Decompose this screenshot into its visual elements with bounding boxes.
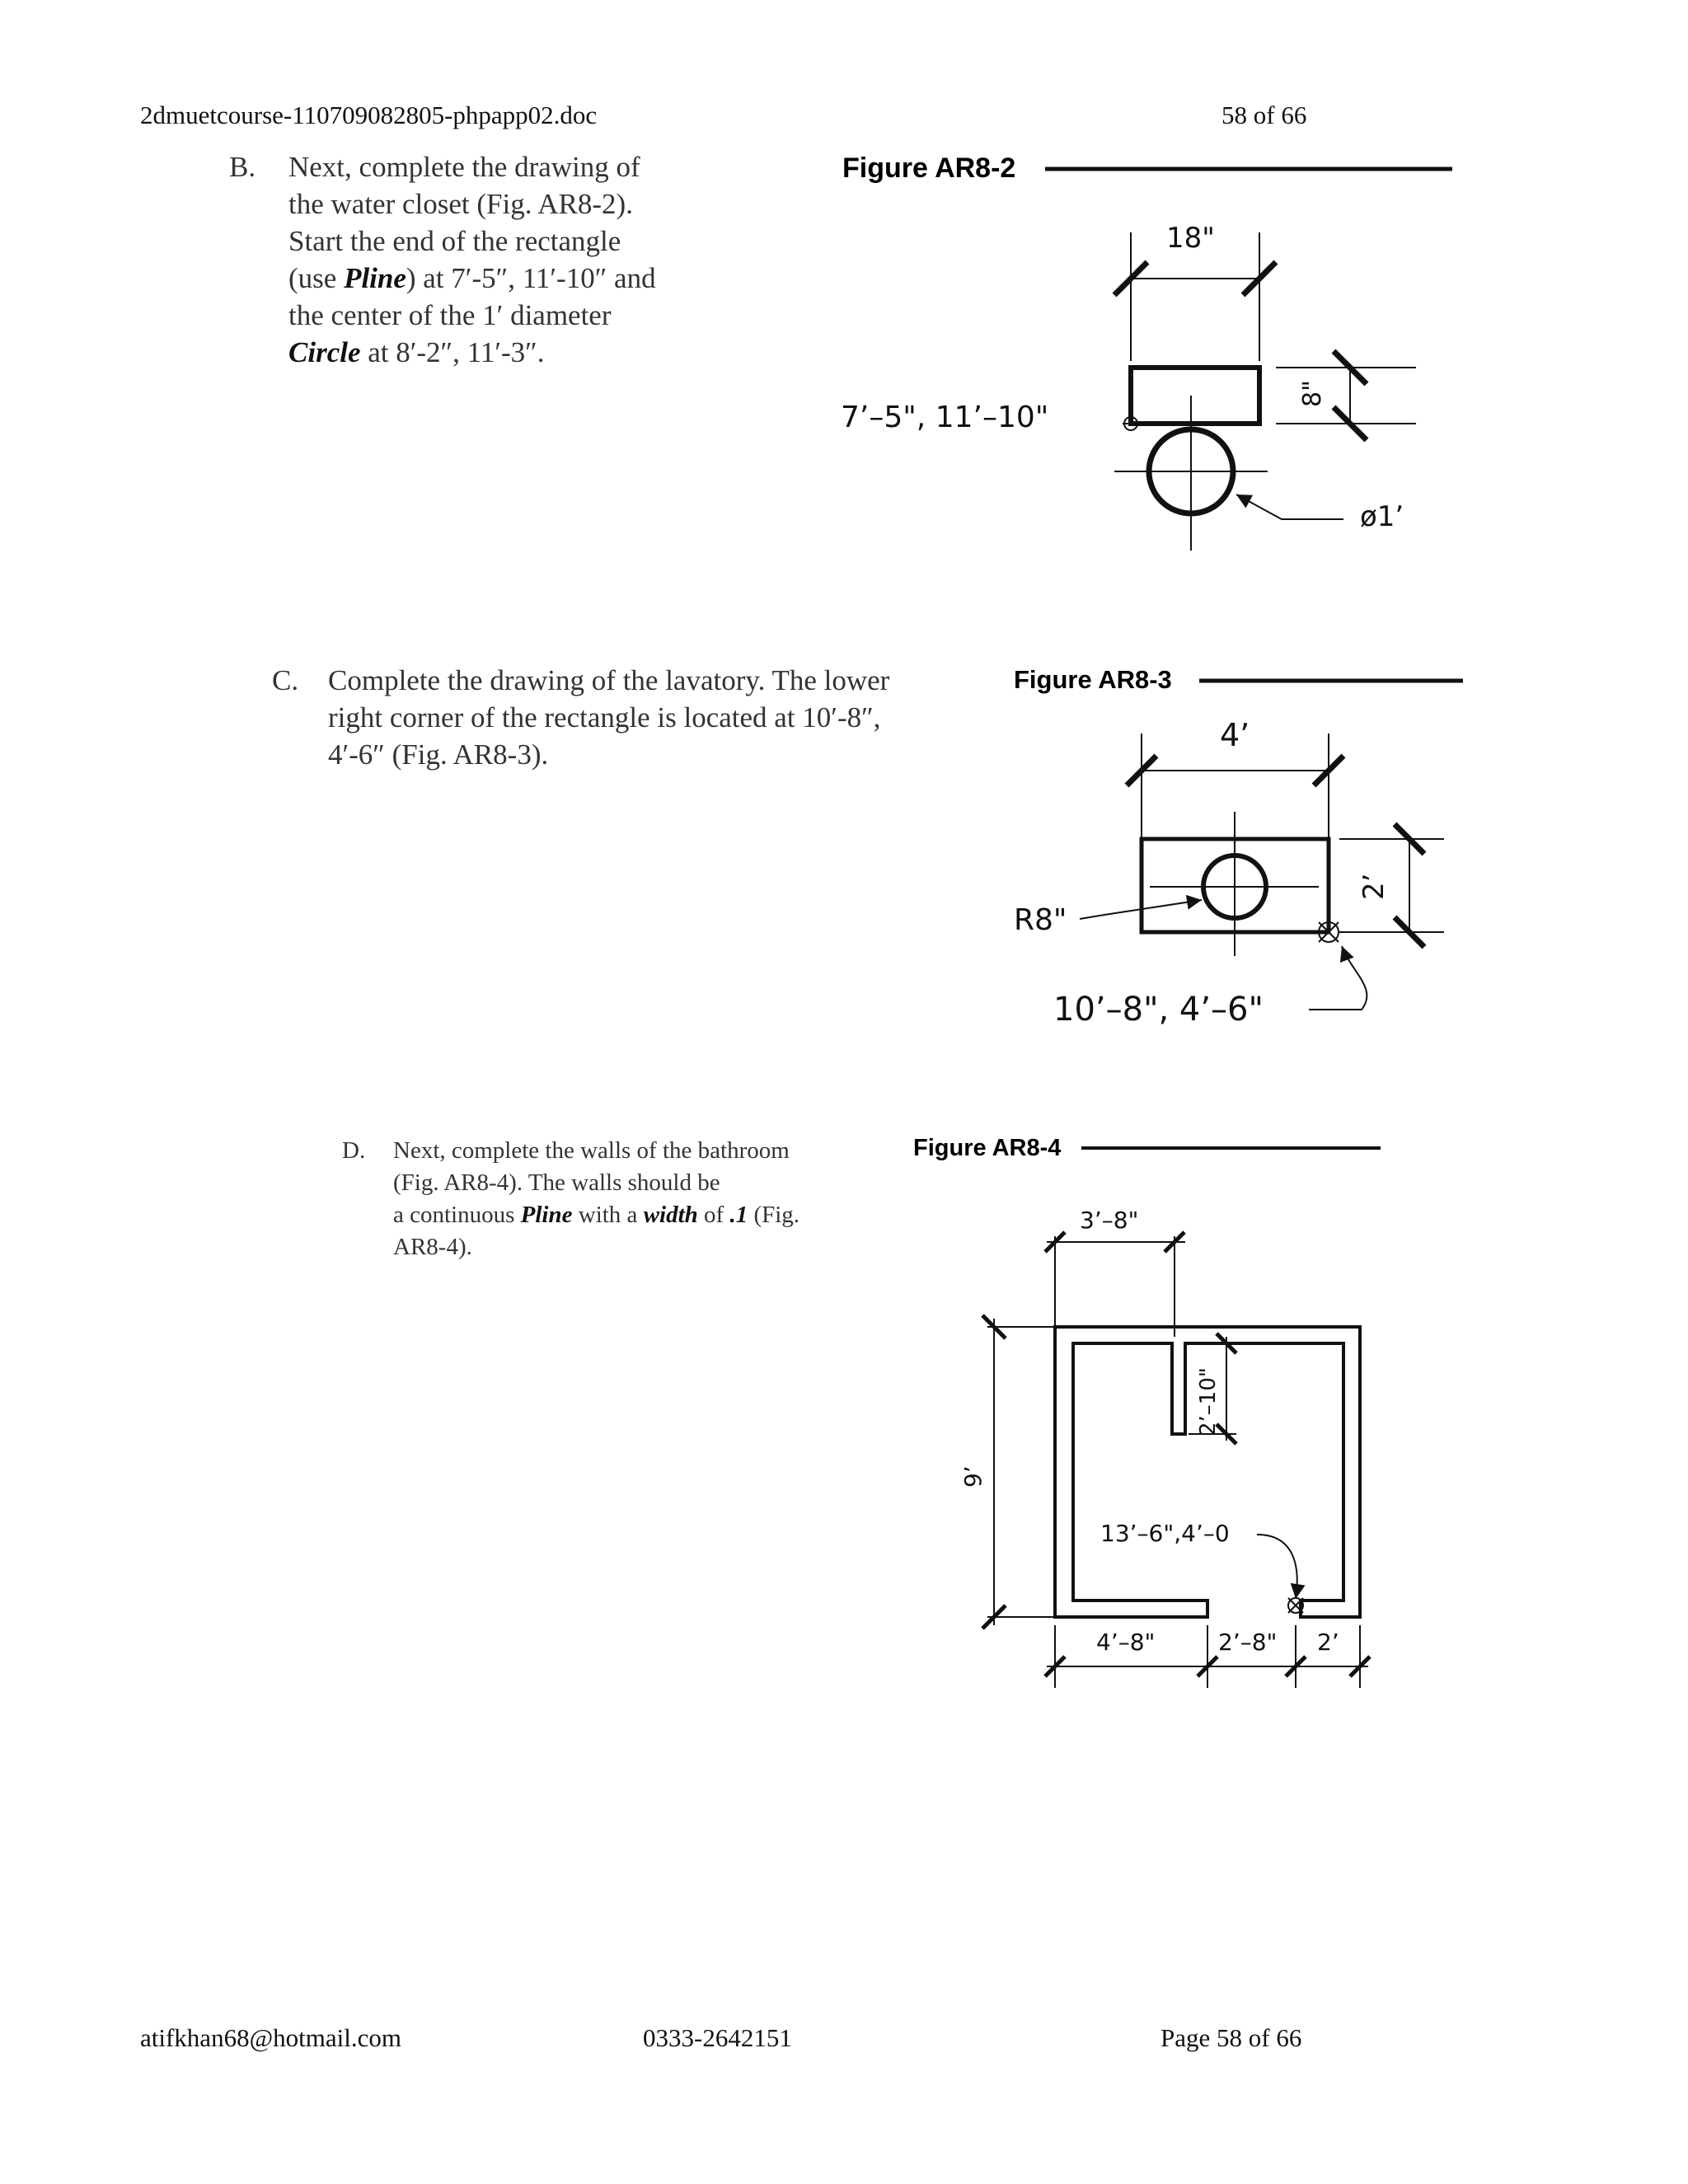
point-label: 13’–6",4’–0 [1100, 1520, 1230, 1547]
dim-bottom-1-label: 4’–8" [1096, 1629, 1156, 1656]
paragraph-line: Complete the drawing of the lavatory. The lower [328, 664, 890, 696]
paragraph-line: 4′-6″ (Fig. AR8-3). [328, 738, 549, 771]
dim-partition-label: 2’–10" [1196, 1367, 1221, 1436]
corner-point-leader [1309, 946, 1367, 1010]
diameter-label: ø1’ [1360, 500, 1404, 533]
paragraph-line: Next, complete the drawing of [288, 151, 640, 183]
figure-ar8-3-title: Figure AR8-3 [1014, 665, 1172, 694]
dim-width-label: 4’ [1220, 717, 1250, 753]
dim-left-label: 9’ [959, 1465, 987, 1488]
figure-ar8-2-title: Figure AR8-2 [842, 152, 1016, 184]
header-page-number: 58 of 66 [1221, 101, 1307, 129]
paragraph-line: a continuous Pline with a width of .1 (Fig. [393, 1202, 800, 1228]
point-leader [1257, 1535, 1297, 1599]
radius-label: R8" [1014, 903, 1067, 937]
section-c-label: C. [272, 664, 299, 696]
dim-height-label: 2’ [1357, 873, 1390, 900]
paragraph-line: right corner of the rectangle is located at 10′-8″, [328, 701, 881, 733]
figure-ar8-4 [913, 1135, 1381, 1688]
footer-email: atifkhan68@hotmail.com [140, 2023, 401, 2052]
paragraph-line: Next, complete the walls of the bathroom [393, 1137, 790, 1164]
header-filename: 2dmuetcourse-110709082805-phpapp02.doc [140, 101, 598, 129]
dim-bottom-2-label: 2’–8" [1218, 1629, 1278, 1656]
paragraph-line: the water closet (Fig. AR8-2). [288, 188, 633, 220]
section-d-label: D. [342, 1137, 366, 1164]
dim-top-label: 3’–8" [1080, 1207, 1139, 1234]
footer-page: Page 58 of 66 [1160, 2023, 1302, 2052]
dim-height-label: 8" [1298, 380, 1327, 407]
paragraph-line: Circle at 8′-2″, 11′-3″. [288, 336, 545, 368]
dim-width-label: 18" [1166, 222, 1215, 255]
paragraph-line: AR8-4). [393, 1234, 472, 1260]
paragraph-line: Start the end of the rectangle [288, 225, 621, 257]
paragraph-line: (use Pline) at 7′-5″, 11′-10″ and [288, 262, 656, 294]
diameter-leader [1236, 494, 1343, 519]
section-b-label: B. [229, 151, 256, 183]
start-point-label: 7’–5", 11’–10" [841, 401, 1049, 434]
footer-phone: 0333-2642151 [643, 2023, 792, 2052]
paragraph-line: (Fig. AR8-4). The walls should be [393, 1169, 720, 1196]
corner-point-label: 10’–8", 4’–6" [1053, 991, 1264, 1029]
figure-ar8-2 [841, 152, 1452, 551]
figure-ar8-4-title: Figure AR8-4 [913, 1135, 1062, 1161]
figure-ar8-3 [1014, 665, 1463, 1029]
tank-rectangle [1131, 368, 1259, 424]
paragraph-line: the center of the 1′ diameter [288, 299, 612, 331]
dim-bottom-3-label: 2’ [1317, 1629, 1339, 1656]
